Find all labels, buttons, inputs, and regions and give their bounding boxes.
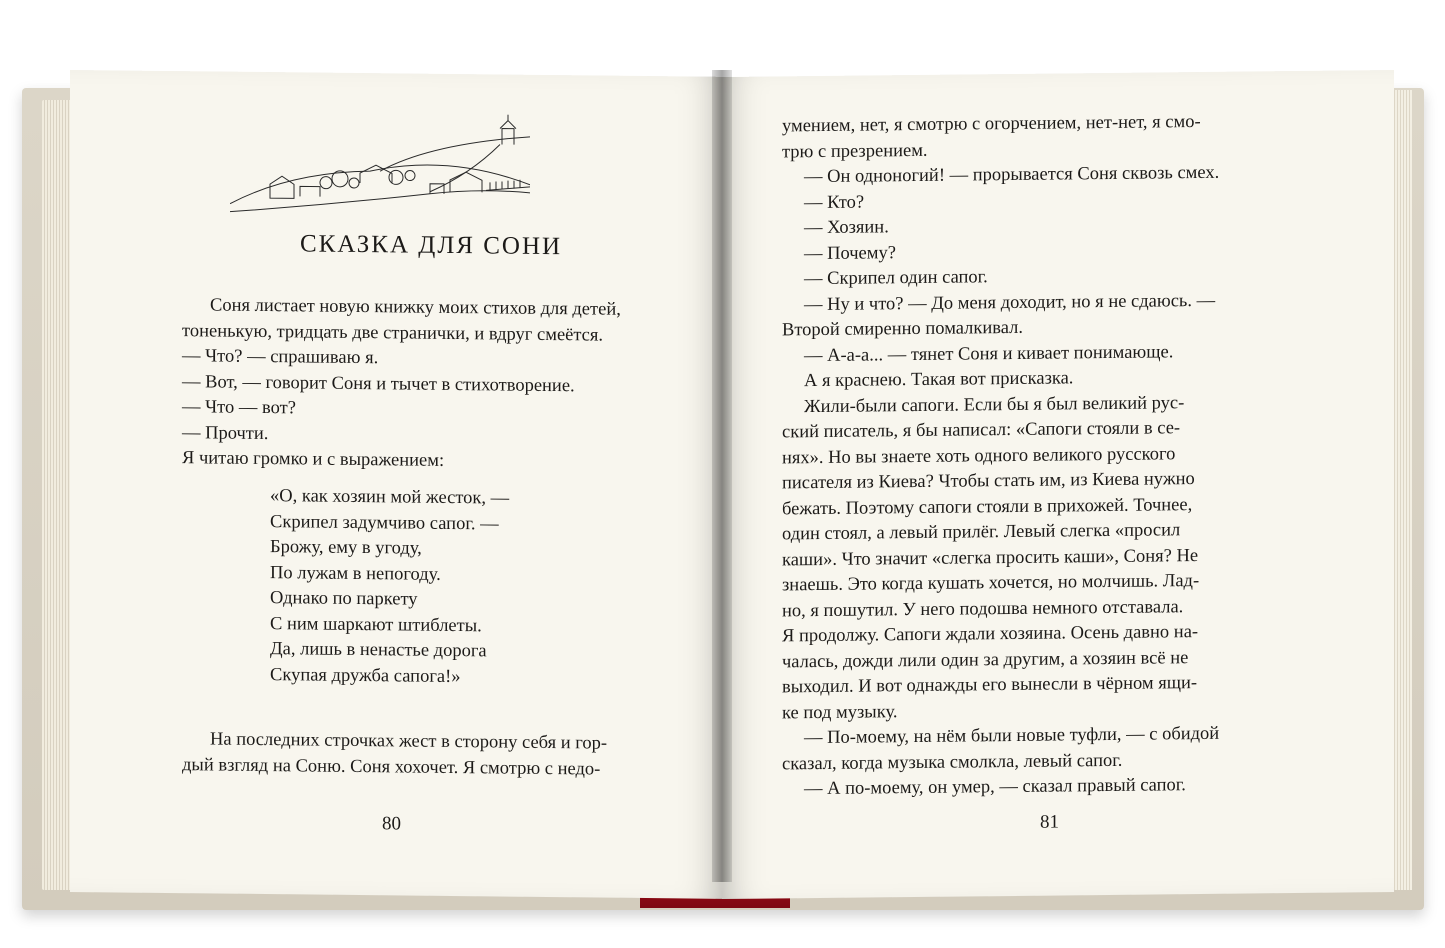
text-line: нях». Но вы знаете хоть одного великого русского — [782, 443, 1176, 468]
verse-line: Однако по паркету — [270, 588, 418, 610]
text-line: ский писатель, я бы написал: «Сапоги стояли в се- — [782, 418, 1181, 443]
text-line: Я продолжу. Сапоги ждали хозяина. Осень давно на- — [782, 622, 1199, 647]
text-line: — Что? — спрашиваю я. — [182, 346, 379, 369]
text-line: бежать. Поэтому сапоги стояли в прихожей. Точнее, — [782, 494, 1193, 519]
verse-line: Скрипел задумчиво сапог. — — [270, 511, 499, 534]
verse-line: «О, как хозяин мой жесток, — — [270, 486, 510, 509]
text-line: — Хозяин. — [804, 217, 889, 239]
verse-line: Да, лишь в ненастье дорога — [270, 639, 487, 662]
chapter-title: СКАЗКА ДЛЯ СОНИ — [300, 230, 563, 261]
poem-verse — [270, 484, 509, 691]
text-line: — Он одноногий! — прорывается Соня сквозь смех. — [804, 162, 1220, 188]
text-line: но, я пошутил. У него подошва немного отставала. — [782, 596, 1184, 621]
verse-line: С ним шаркают штиблеты. — [270, 613, 482, 636]
right-page-text — [782, 110, 1219, 803]
text-line: — А-а-а... — тянет Соня и кивает понимающе. — [804, 341, 1174, 366]
book-gutter — [712, 70, 732, 882]
text-line: Второй смиренно помалкивал. — [782, 317, 1024, 341]
text-line: каши». Что значит «слегка просить каши», Соня? Не — [782, 545, 1199, 570]
text-line: Соня листает новую книжку моих стихов для детей, — [210, 295, 621, 320]
text-line: ке под музыку. — [782, 701, 898, 723]
text-line: знаешь. Это когда кушать хочется, но молчишь. Лад- — [782, 571, 1200, 596]
text-line: Жили-были сапоги. Если бы я был великий рус- — [804, 392, 1185, 417]
text-line: выходил. И вот однажды его вынесли в чёрном ящи- — [782, 673, 1198, 698]
text-line: трю с презрением. — [782, 140, 928, 162]
left-page — [70, 70, 722, 899]
text-line: чалась, дожди лили один за другим, а хозяин всё не — [782, 647, 1189, 672]
text-line: — Скрипел один сапог. — [804, 267, 988, 290]
left-page-tail-text — [182, 727, 607, 782]
verse-line: Брожу, ему в угоду, — [270, 537, 422, 559]
text-line: — Прочти. — [182, 422, 269, 444]
verse-line: По лужам в непогоду. — [270, 562, 441, 585]
text-line: умением, нет, я смотрю с огорчением, нет-нет, я смо- — [782, 112, 1201, 137]
left-page-text — [182, 293, 621, 476]
text-line: писателя из Киева? Чтобы стать им, из Киева нужно — [782, 469, 1195, 494]
text-line: Я читаю громко и с выражением: — [182, 448, 445, 471]
page-number-right: 81 — [1040, 811, 1059, 833]
text-line: тоненькую, тридцать две странички, и вдруг смеётся. — [182, 320, 604, 346]
text-line: — По-моему, на нём были новые туфли, — с обидой — [804, 723, 1220, 749]
text-line: один стоял, а левый прилёг. Левый слегка «просил — [782, 520, 1181, 545]
verse-line: Скупая дружба сапога!» — [270, 664, 461, 687]
text-line: На последних строчках жест в сторону себя и гор- — [210, 729, 608, 754]
text-line: сказал, когда музыка смолкла, левый сапог. — [782, 750, 1123, 774]
text-line: А я краснею. Такая вот присказка. — [804, 368, 1074, 392]
text-line: дый взгляд на Соню. Соня хохочет. Я смотрю с недо- — [182, 754, 601, 780]
right-page — [722, 70, 1394, 899]
text-line: — Что — вот? — [182, 397, 296, 419]
text-line: — Кто? — [804, 192, 865, 213]
text-line: — А по-моему, он умер, — сказал правый сапог. — [804, 775, 1186, 800]
page-number-left: 80 — [382, 813, 401, 835]
text-line: — Ну и что? — До меня доходит, но я не сдаюсь. — — [804, 290, 1216, 315]
text-line: — Почему? — [804, 242, 896, 264]
text-line: — Вот, — говорит Соня и тычет в стихотворение. — [182, 371, 575, 396]
village-landscape-illustration — [230, 112, 530, 221]
